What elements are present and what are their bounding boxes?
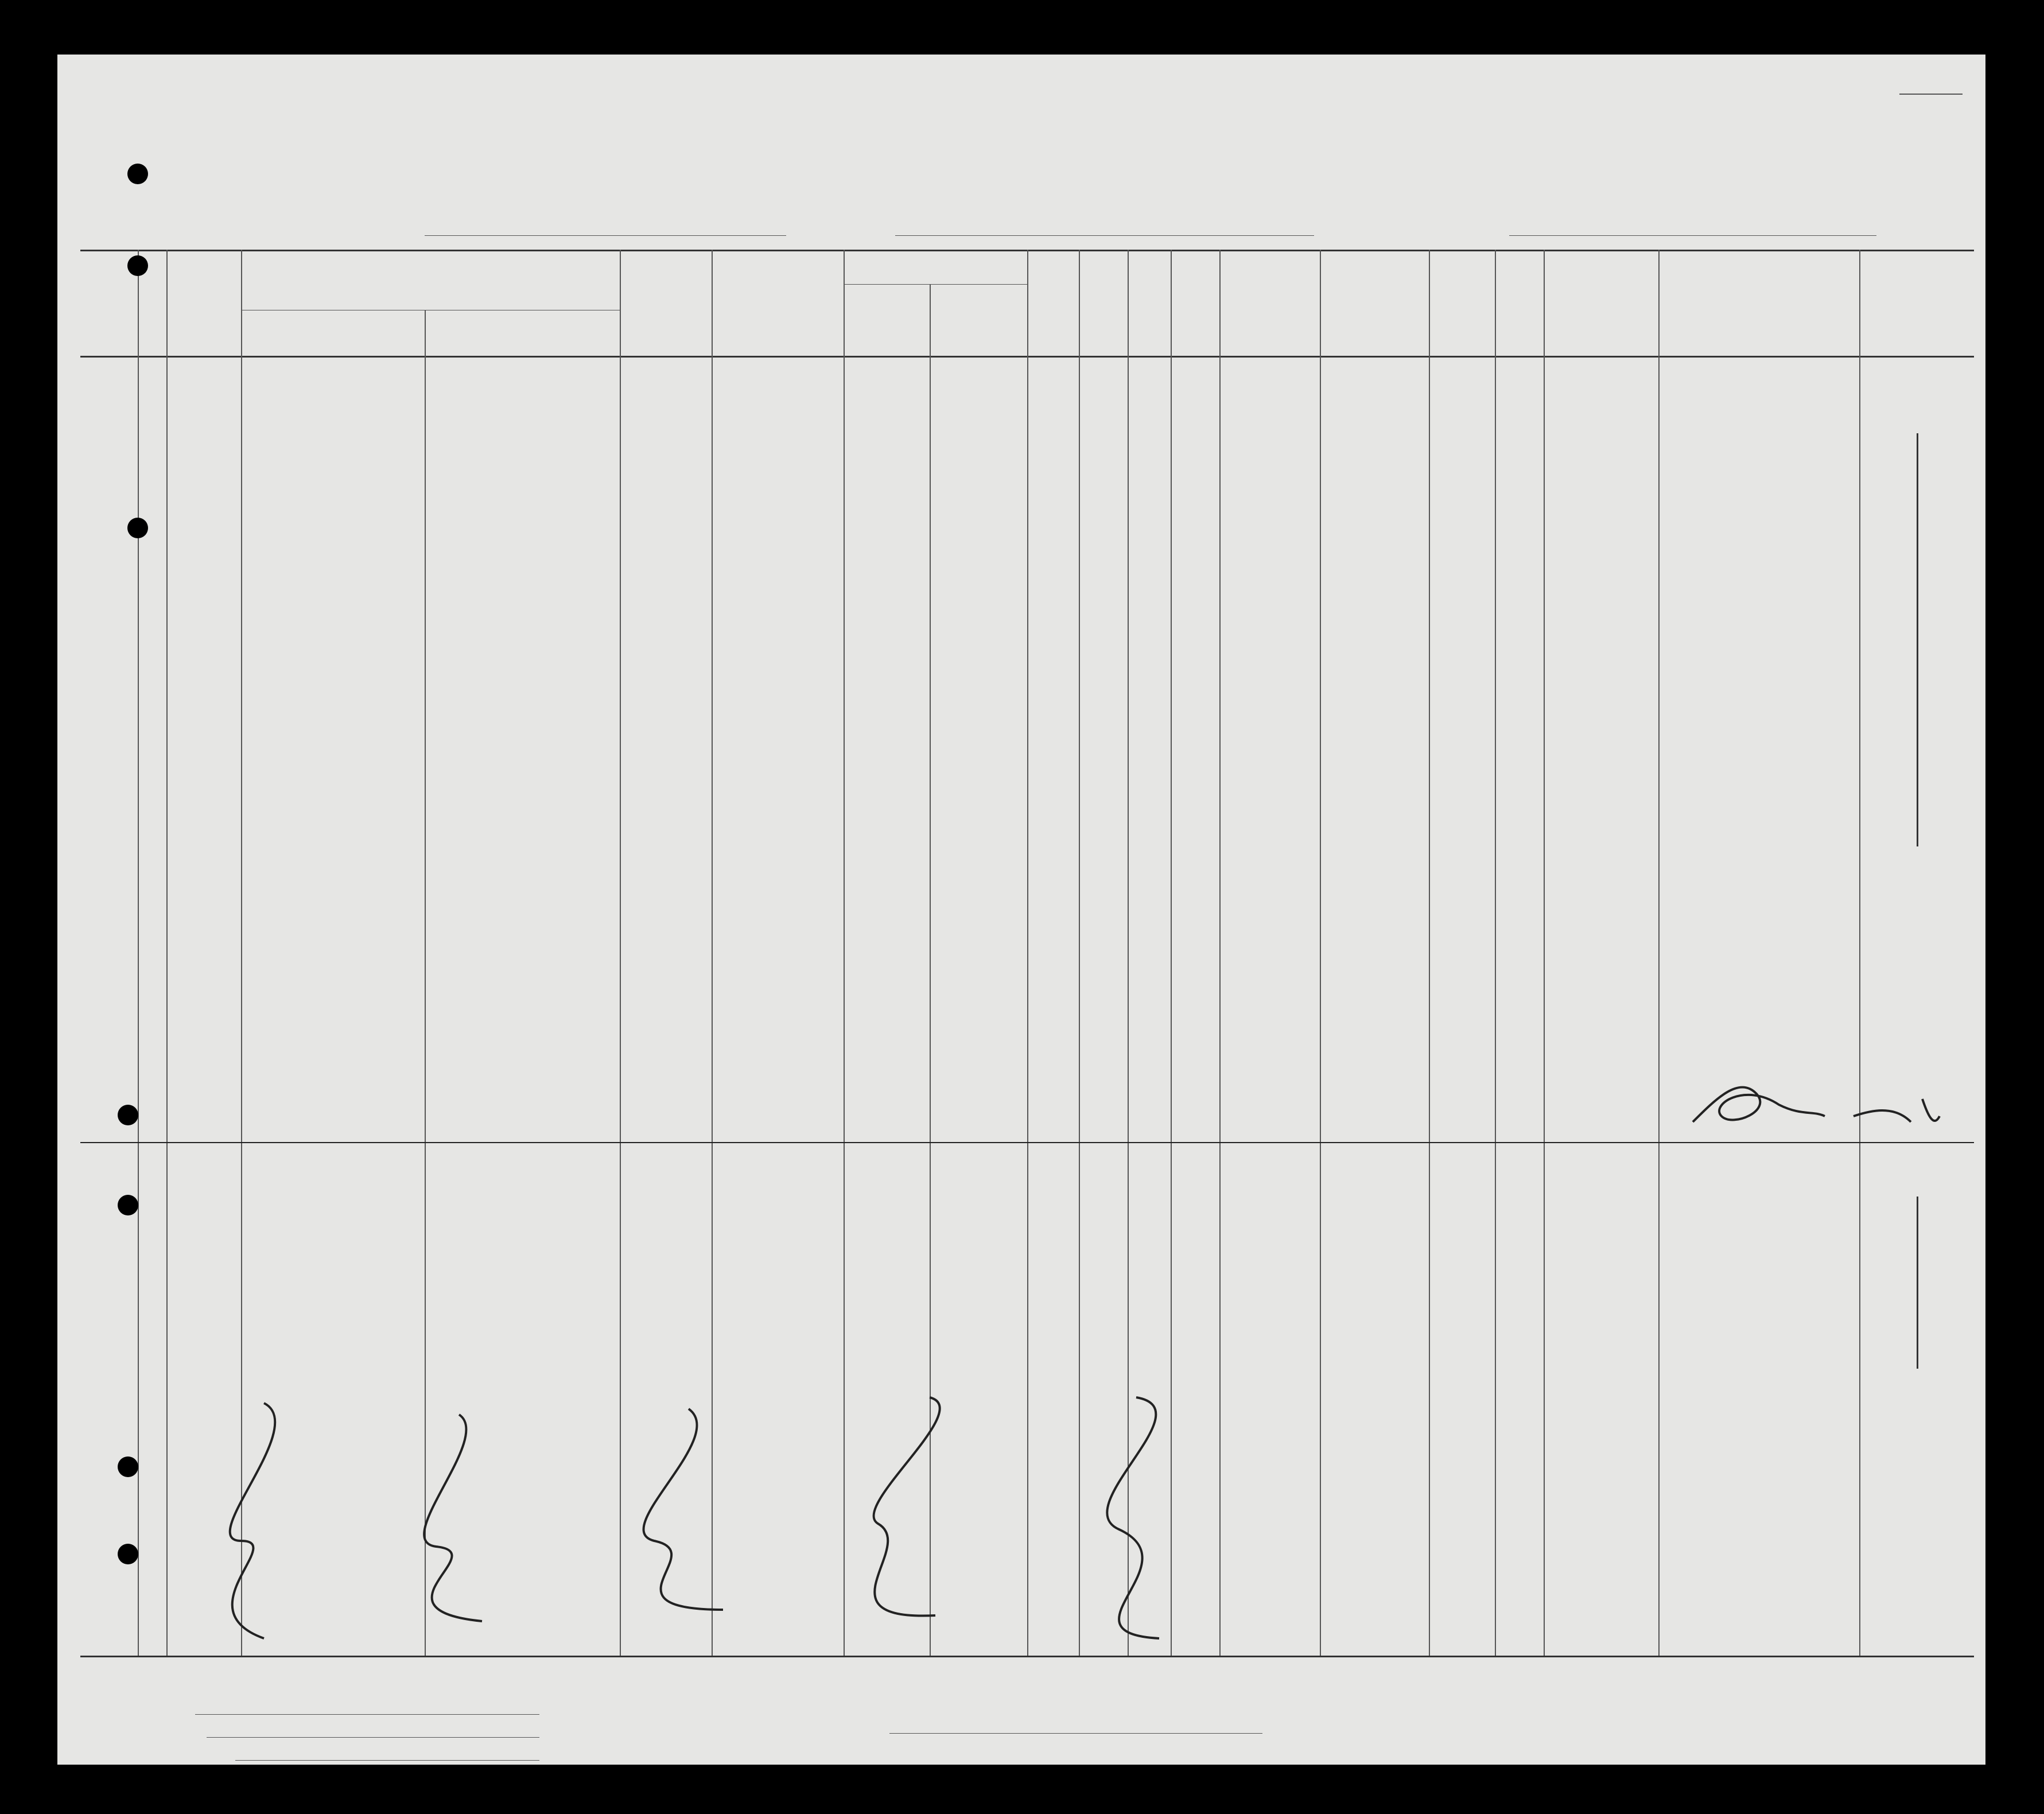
cancel-squiggles [172, 1392, 1377, 1656]
handwritten-signature-right [1664, 1030, 1974, 1145]
binder-hole [127, 518, 148, 538]
binder-hole [118, 1544, 138, 1564]
binder-hole [118, 1456, 138, 1477]
binder-hole [118, 1105, 138, 1125]
binder-hole [127, 164, 148, 184]
binder-hole [127, 255, 148, 276]
binder-hole [118, 1195, 138, 1215]
manifest-sheet [57, 55, 1985, 1765]
